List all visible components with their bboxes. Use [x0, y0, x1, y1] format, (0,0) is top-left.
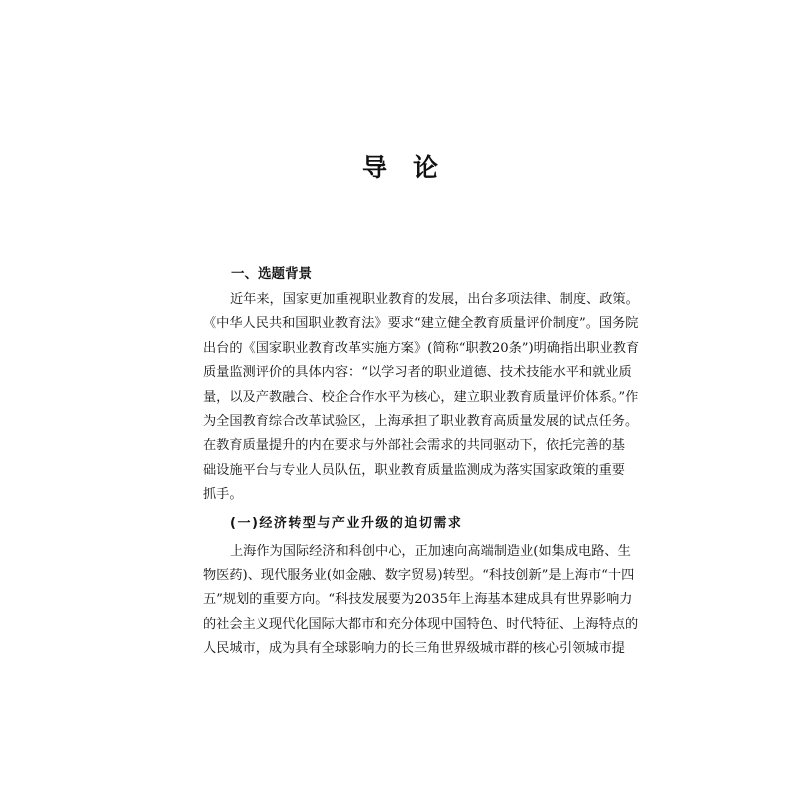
- paragraph-line: 上海作为国际经济和科创中心，正加速向高端制造业(如集成电路、生: [230, 543, 631, 559]
- paragraph-economy: [203, 540, 639, 662]
- paragraph-line: 物医药)、现代服务业(如金融、数字贸易)转型。“科技创新”是上海市“十四: [203, 567, 635, 583]
- paragraph-line: 质量监测评价的具体内容：“以学习者的职业道德、技术技能水平和就业质: [203, 365, 632, 381]
- subsection-heading: (一)经济转型与产业升级的迫切需求: [230, 515, 463, 531]
- paragraph-line: 近年来，国家更加重视职业教育的发展，出台多项法律、制度、政策。: [230, 292, 639, 307]
- paragraph-line: 出台的《国家职业教育改革实施方案》(简称“职教20条”)明确指出职业教育: [203, 340, 640, 356]
- chapter-title: 导论: [361, 153, 464, 182]
- body-content: [203, 288, 640, 661]
- paragraph-line: 的社会主义现代化国际大都市和充分体现中国特色、时代特征、上海特点的: [203, 616, 639, 632]
- paragraph-line: 人民城市，成为具有全球影响力的长三角世界级城市群的核心引领城市提: [203, 641, 625, 657]
- paragraph-line: 为全国教育综合改革试验区，上海承担了职业教育高质量发展的试点任务。: [203, 413, 639, 429]
- paragraph-line: 在教育质量提升的内在要求与外部社会需求的共同驱动下，依托完善的基: [203, 438, 625, 454]
- section-heading: 一、选题背景: [231, 266, 312, 282]
- paragraph-background: [203, 288, 640, 508]
- paragraph-line: 五”规划的重要方向。“科技发展要为2035年上海基本建成具有世界影响力: [203, 592, 633, 608]
- paragraph-line: 抓手。: [203, 487, 243, 503]
- paragraph-line: 量，以及产教融合、校企合作水平为核心，建立职业教育质量评价体系。”作: [203, 389, 639, 405]
- paragraph-line: 础设施平台与专业人员队伍，职业教育质量监测成为落实国家政策的重要: [203, 462, 625, 478]
- paragraph-line: 《中华人民共和国职业教育法》要求“建立健全教育质量评价制度”。国务院: [203, 316, 639, 332]
